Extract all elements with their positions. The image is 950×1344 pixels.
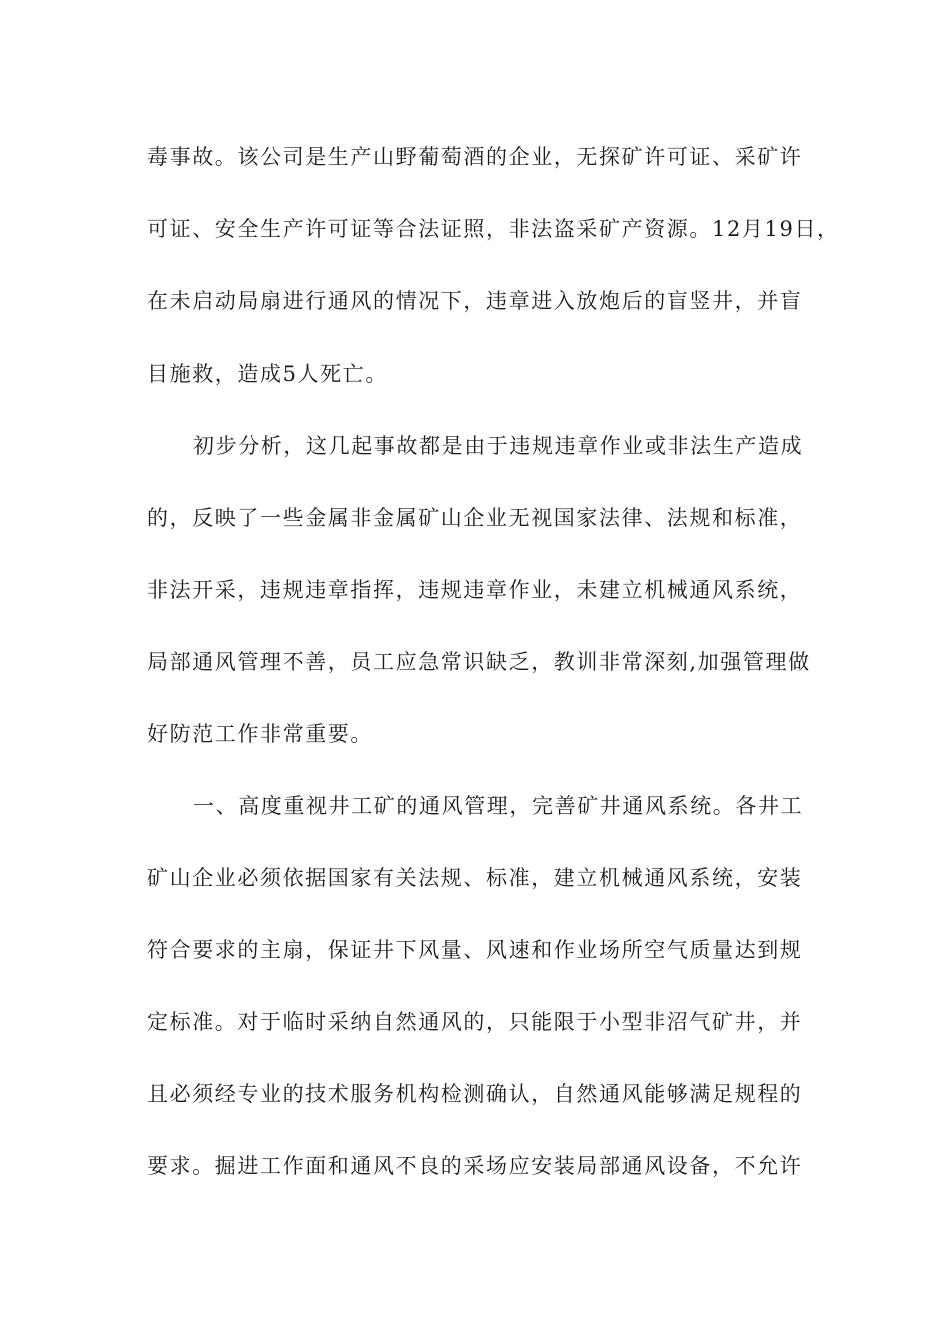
text-line: 的，反映了一些金属非金属矿山企业无视国家法律、法规和标准， [147,506,803,530]
text-line: 目施救，造成5人死亡。 [147,362,388,386]
text-line: 局部通风管理不善，员工应急常识缺乏，教训非常深刻,加强管理做 [147,650,811,674]
text-line: 可证、安全生产许可证等合法证照，非法盗采矿产资源。12月19日， [147,217,840,241]
text-line: 定标准。对于临时采纳自然通风的，只能限于小型非沼气矿井，并 [147,1010,803,1034]
paragraph-first-line: 一、高度重视井工矿的通风管理，完善矿井通风系统。各井工 [193,794,804,818]
text-line: 在未启动局扇进行通风的情况下，违章进入放炮后的盲竖井，并盲 [147,289,803,313]
paragraph-first-line: 初步分析，这几起事故都是由于违规违章作业或非法生产造成 [193,434,804,458]
text-line: 要求。掘进工作面和通风不良的采场应安装局部通风设备，不允许 [147,1154,803,1178]
text-line: 好防范工作非常重要。 [147,722,373,746]
text-line: 非法开采，违规违章指挥，违规违章作业，未建立机械通风系统， [147,578,803,602]
text-line: 矿山企业必须依据国家有关法规、标准，建立机械通风系统，安装 [147,866,803,890]
text-line: 且必须经专业的技术服务机构检测确认，自然通风能够满足规程的 [147,1082,803,1106]
text-line: 毒事故。该公司是生产山野葡萄酒的企业，无探矿许可证、采矿许 [147,145,803,169]
text-line: 符合要求的主扇，保证井下风量、风速和作业场所空气质量达到规 [147,938,803,962]
